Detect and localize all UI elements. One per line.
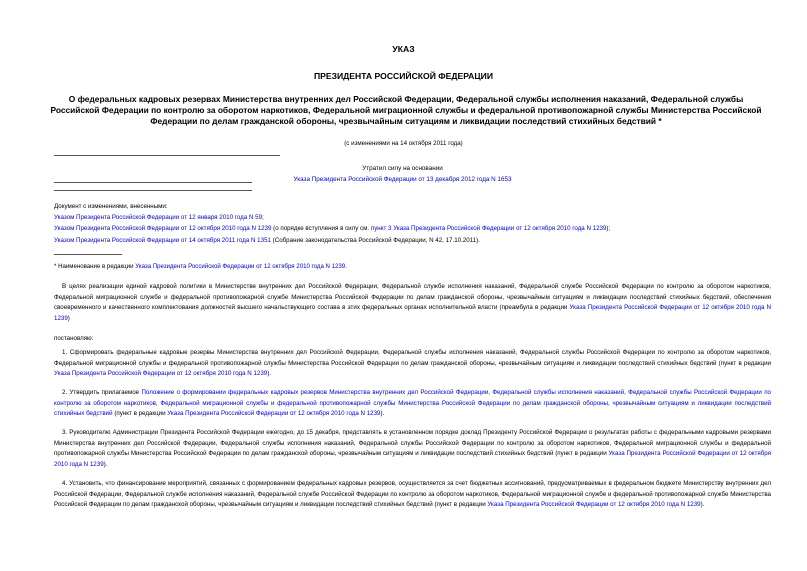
document-type-title: УКАЗ <box>392 44 415 54</box>
regulation-link[interactable]: Положение о формировании федеральных кадровых резервов Министерства внутренних дел Российской Федерации, Федеральной службы исполнения наказаний, Федеральной службы Российской Федерации по контролю за оборотом наркотиков, Федеральной миграционной службы и федеральной противопожарной службы Министерства Российской Федерации по делам гражданской обороны, чрезвычайным ситуациям и ликвидации последствий стихийных бедствий <box>54 389 771 417</box>
amendment-link[interactable]: Указом Президента Российской Федерации от 12 января 2010 года N 59 <box>54 214 263 222</box>
preamble-link[interactable]: Указа Президента Российской Федерации от 12 октября 2010 года N 1239 <box>54 304 771 322</box>
divider <box>54 155 280 156</box>
clause-link[interactable]: Указа Президента Российской Федерации от 12 октября 2010 года N 1239 <box>54 450 771 468</box>
amendment-link[interactable]: Указом Президента Российской Федерации от 14 октября 2011 года N 1351 <box>54 236 271 244</box>
list-item: Указом Президента Российской Федерации от 14 октября 2011 года N 1351 (Собрание законодательства Российской Федерации, N 42, 17.10.2011). <box>54 236 480 244</box>
changes-list-label: Документ с изменениями, внесенными: <box>54 203 168 210</box>
footnote: * Наименование в редакции Указа Президента Российской Федерации от 12 октября 2010 года N 1239. <box>54 263 347 270</box>
list-item: Указом Президента Российской Федерации от 12 октября 2010 года N 1239 (о порядке вступления в силу см. пункт 3 Указа Президента Российской Федерации от 12 октября 2010 года N 1239); <box>54 225 611 233</box>
clause-1: 1. Сформировать федеральные кадровые резервы Министерства внутренних дел Российской Федерации, Федеральной службы исполнения наказаний, Федеральной службы Российской Федерации по контролю за оборотом наркотиков, Федеральной миграционной службы и федеральной противопожарной службы Министерства Российской Федерации по делам гражданской обороны, чрезвычайным ситуациям и ликвидации последствий стихийных бедствий (пункт в редакции Указа Президента Российской Федерации от 12 октября 2010 года N 1239). <box>54 349 771 377</box>
footnote-divider <box>54 254 122 255</box>
changes-note: (с изменениями на 14 октября 2011 года) <box>344 140 463 147</box>
changes-list <box>54 201 610 246</box>
list-item: Указом Президента Российской Федерации от 12 января 2010 года N 59; <box>54 214 264 222</box>
decree-word: постановляю: <box>54 335 94 342</box>
divider <box>54 190 252 191</box>
issuer-title: ПРЕЗИДЕНТА РОССИЙСКОЙ ФЕДЕРАЦИИ <box>313 71 494 81</box>
annulment-note <box>250 163 555 185</box>
clause-4: 4. Установить, что финансирование мероприятий, связанных с формированием федеральных кадровых резервов, осуществляется за счет бюджетных ассигнований, предусматриваемых в федеральном бюджете Министерству внутренних дел Российской Федерации, Федеральной службе исполнения наказаний, Федеральной службе Российской Федерации по контролю за оборотом наркотиков, Федеральной миграционной службе и федеральной противопожарной службе Министерства Российской Федерации по делам гражданской обороны, чрезвычайным ситуациям и ликвидации последствий стихийных бедствий (пункт в редакции Указа Президента Российской Федерации от 12 октября 2010 года N 1239). <box>54 480 771 508</box>
amendment-clause-link[interactable]: пункт 3 Указа Президента Российской Федерации от 12 октября 2010 года N 1239 <box>370 225 607 233</box>
annulment-link[interactable]: Указа Президента Российской Федерации от 13 декабря 2012 года N 1653 <box>293 176 512 183</box>
clause-link[interactable]: Указа Президента Российской Федерации от 12 октября 2010 года N 1239 <box>167 410 381 417</box>
divider <box>54 182 252 183</box>
preamble: В целях реализации единой кадровой политики в Министерстве внутренних дел Российской Федерации, Федеральной службе исполнения наказаний, Федеральной службе Российской Федерации по контролю за оборотом наркотиков, Федеральной миграционной службе и федеральной противопожарной службе Министерства Российской Федерации по делам гражданской обороны, чрезвычайным ситуациям и ликвидации последствий стихийных бедствий, обеспечения своевременного и качественного комплектования должностей высшего начальствующего состава в этих федеральных органах исполнительной власти (преамбула в редакции Указа Президента Российской Федерации от 12 октября 2010 года N 1239) <box>54 283 771 322</box>
clause-2: 2. Утвердить прилагаемое Положение о формировании федеральных кадровых резервов Министерства внутренних дел Российской Федерации, Федеральной службы исполнения наказаний, Федеральной службы Российской Федерации по контролю за оборотом наркотиков, Федеральной миграционной службы и федеральной противопожарной службы Министерства Российской Федерации по делам гражданской обороны, чрезвычайным ситуациям и ликвидации последствий стихийных бедствий (пункт в редакции Указа Президента Российской Федерации от 12 октября 2010 года N 1239). <box>54 389 771 417</box>
annulment-text: Утратил силу на основании <box>362 165 443 172</box>
document-heading: О федеральных кадровых резервах Министерства внутренних дел Российской Федерации, Федеральной службы исполнения наказаний, Федеральной службы Российской Федерации по контролю за оборотом наркотиков, Федеральной миграционной службы и федеральной противопожарной службы Министерства Российской Федерации по делам гражданской обороны, чрезвычайным ситуациям и ликвидации последствий стихийных бедствий * <box>50 94 762 126</box>
clause-link[interactable]: Указа Президента Российской Федерации от 12 октября 2010 года N 1239 <box>487 501 701 508</box>
footnote-link[interactable]: Указа Президента Российской Федерации от 12 октября 2010 года N 1239 <box>135 263 346 270</box>
clause-link[interactable]: Указа Президента Российской Федерации от 12 октября 2010 года N 1239 <box>54 370 268 377</box>
amendment-link[interactable]: Указом Президента Российской Федерации от 12 октября 2010 года N 1239 <box>54 225 272 233</box>
clause-3: 3. Руководителю Администрации Президента Российской Федерации ежегодно, до 15 декабря, представлять в установленном порядке доклад Президенту Российской Федерации о результатах работы с федеральными кадровыми резервами Министерства внутренних дел Российской Федерации, Федеральной службы исполнения наказаний, Федеральной службы Российской Федерации по контролю за оборотом наркотиков, Федеральной миграционной службы и федеральной противопожарной службы Министерства Российской Федерации по делам гражданской обороны, чрезвычайным ситуациям и ликвидации последствий стихийных бедствий (пункт в редакции Указа Президента Российской Федерации от 12 октября 2010 года N 1239). <box>54 429 771 468</box>
